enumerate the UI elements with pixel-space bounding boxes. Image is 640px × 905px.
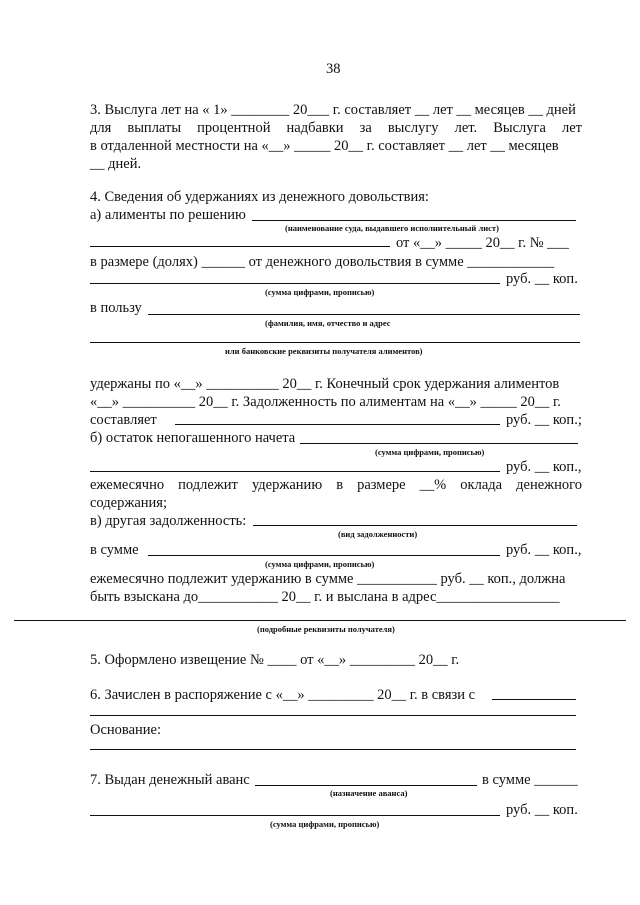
alimony-recipient-field-2[interactable]: [90, 342, 580, 343]
deduction-b-caption: (сумма цифрами, прописью): [375, 447, 485, 457]
debt-sum-field[interactable]: [175, 424, 500, 425]
alimony-sum-field[interactable]: [90, 283, 500, 284]
deduction-b-field[interactable]: [300, 443, 578, 444]
deduction-v-sum-caption: (сумма цифрами, прописью): [265, 559, 375, 569]
s7-purpose-caption: (назначение аванса): [330, 788, 408, 798]
s6-reason-field-2[interactable]: [90, 715, 576, 716]
deduction-b-field-2[interactable]: [90, 471, 500, 472]
alimony-favor-label: в пользу: [90, 300, 142, 316]
alimony-sum-caption: (сумма цифрами, прописью): [265, 287, 375, 297]
alimony-amount: в размере (долях) ______ от денежного довольствия в сумме ____________: [90, 254, 555, 270]
deduction-v-type-field[interactable]: [253, 525, 577, 526]
s3-line2: для выплаты процентной надбавки за выслугу лет. Выслуга лет: [90, 120, 582, 136]
held-line2: «__» __________ 20__ г. Задолженность по алиментам на «__» _____ 20__ г.: [90, 394, 561, 410]
deduction-b-monthly-2: содержания;: [90, 495, 168, 511]
deduction-v-sum-field[interactable]: [148, 555, 500, 556]
s4-heading: 4. Сведения об удержаниях из денежного довольствия:: [90, 189, 429, 205]
alimony-date: от «__» _____ 20__ г. № ___: [396, 235, 569, 251]
alimony-recipient-field[interactable]: [148, 314, 580, 315]
held-line1: удержаны по «__» __________ 20__ г. Конечный срок удержания алиментов: [90, 376, 560, 392]
s7-sum: в сумме ______: [482, 772, 578, 788]
alimony-court-field[interactable]: [252, 220, 576, 221]
deduction-v-label: в) другая задолженность:: [90, 513, 247, 529]
deduction-v-caption: (вид задолженности): [338, 529, 418, 539]
alimony-court-caption: (наименование суда, выдавшего исполнительный лист): [285, 223, 499, 233]
alimony-court-field-2[interactable]: [90, 246, 390, 247]
held-line3-label: составляет: [90, 412, 157, 428]
s7-amount-caption: (сумма цифрами, прописью): [270, 819, 380, 829]
alimony-bank-caption: или банковские реквизиты получателя алиментов): [225, 346, 423, 356]
recipient-details-caption: (подробные реквизиты получателя): [257, 624, 395, 634]
recipient-details-field[interactable]: [14, 620, 626, 621]
deduction-v-rub: руб. __ коп.,: [506, 542, 582, 558]
s4-alimony-label: а) алименты по решению: [90, 207, 246, 223]
deduction-v-collect: быть взыскана до___________ 20__ г. и выслана в адрес_________________: [90, 589, 560, 605]
s6-enrolled: 6. Зачислен в распоряжение с «__» _________ 20__ г. в связи с: [90, 687, 476, 703]
deduction-b-label: б) остаток непогашенного начета: [90, 430, 296, 446]
deduction-v-sum-label: в сумме: [90, 542, 139, 558]
s3-line3: в отдаленной местности на «__» _____ 20__ г. составляет __ лет __ месяцев: [90, 138, 559, 154]
s7-amount-field[interactable]: [90, 815, 500, 816]
s3-line1: 3. Выслуга лет на « 1» ________ 20___ г. составляет __ лет __ месяцев __ дней: [90, 102, 576, 118]
alimony-rub: руб. __ коп.: [506, 271, 578, 287]
s6-basis-label: Основание:: [90, 722, 161, 738]
s6-reason-field[interactable]: [492, 699, 576, 700]
deduction-b-rub: руб. __ коп.,: [506, 459, 582, 475]
s3-line4: __ дней.: [90, 156, 142, 172]
deduction-b-monthly: ежемесячно подлежит удержанию в размере __% оклада денежного: [90, 477, 582, 493]
alimony-recipient-caption: (фамилия, имя, отчество и адрес: [265, 318, 391, 328]
s6-basis-field[interactable]: [90, 749, 576, 750]
s5-notice: 5. Оформлено извещение № ____ от «__» _________ 20__ г.: [90, 652, 460, 668]
s7-advance-label: 7. Выдан денежный аванс: [90, 772, 250, 788]
held-line3-rub: руб. __ коп.;: [506, 412, 582, 428]
s7-rub: руб. __ коп.: [506, 802, 578, 818]
page-number: 38: [326, 61, 341, 77]
deduction-v-monthly: ежемесячно подлежит удержанию в сумме ___________ руб. __ коп., должна: [90, 571, 566, 587]
s7-purpose-field[interactable]: [255, 785, 477, 786]
